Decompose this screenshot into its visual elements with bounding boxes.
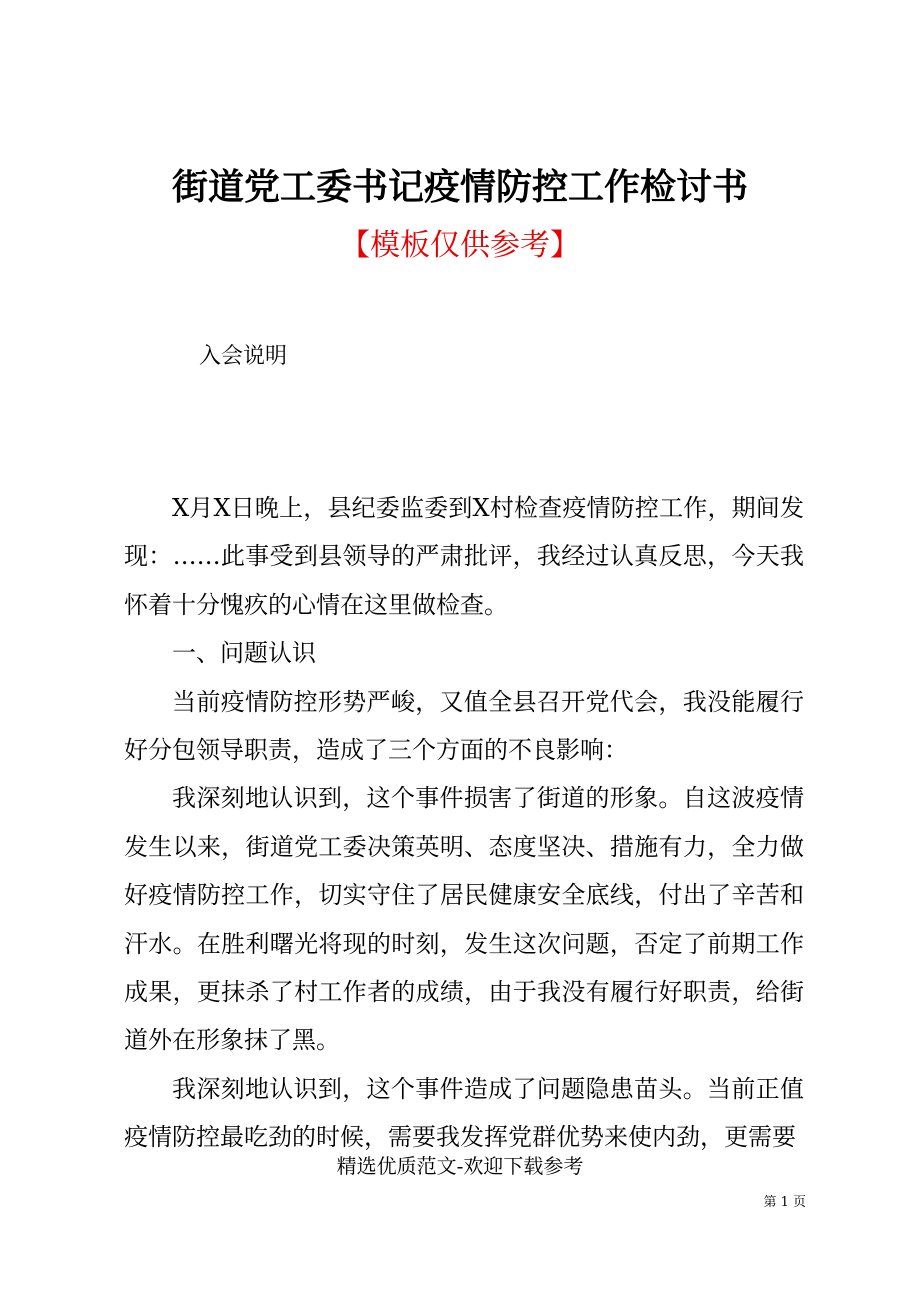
page-footer: 精选优质范文-欢迎下载参考: [336, 1154, 584, 1178]
document-subtitle: 【模板仅供参考】: [340, 228, 580, 263]
page-number: 第 1 页: [763, 1195, 806, 1210]
body-paragraph-intro: X月X日晚上，县纪委监委到X村检查疫情防控工作，期间发现：……此事受到县领导的严肃批评，我经过认真反思，今天我怀着十分愧疚的心情在这里做检查。: [124, 494, 804, 619]
document-title: 街道党工委书记疫情防控工作检讨书: [171, 166, 748, 208]
body-paragraph-hazard: 我深刻地认识到，这个事件造成了问题隐患苗头。当前正值疫情防控最吃劲的时候，需要我发挥党群优势来使内劲，更需要: [124, 1074, 804, 1152]
section-heading-problem: 一、问题认识: [172, 639, 316, 668]
section-label: 入会说明: [199, 344, 288, 369]
body-paragraph-situation: 当前疫情防控形势严峻，又值全县召开党代会，我没能履行好分包领导职责，造成了三个方面的不良影响：: [124, 687, 804, 765]
body-paragraph-image: 我深刻地认识到，这个事件损害了街道的形象。自这波疫情发生以来，街道党工委决策英明、态度坚决、措施有力，全力做好疫情防控工作，切实守住了居民健康安全底线，付出了辛苦和汗水。在胜利曙光将现的时刻，发生这次问题，否定了前期工作成果，更抹杀了村工作者的成绩，由于我没有履行好职责，给街道外在形象抹了黑。: [124, 784, 804, 1055]
document-body: [124, 484, 804, 1162]
